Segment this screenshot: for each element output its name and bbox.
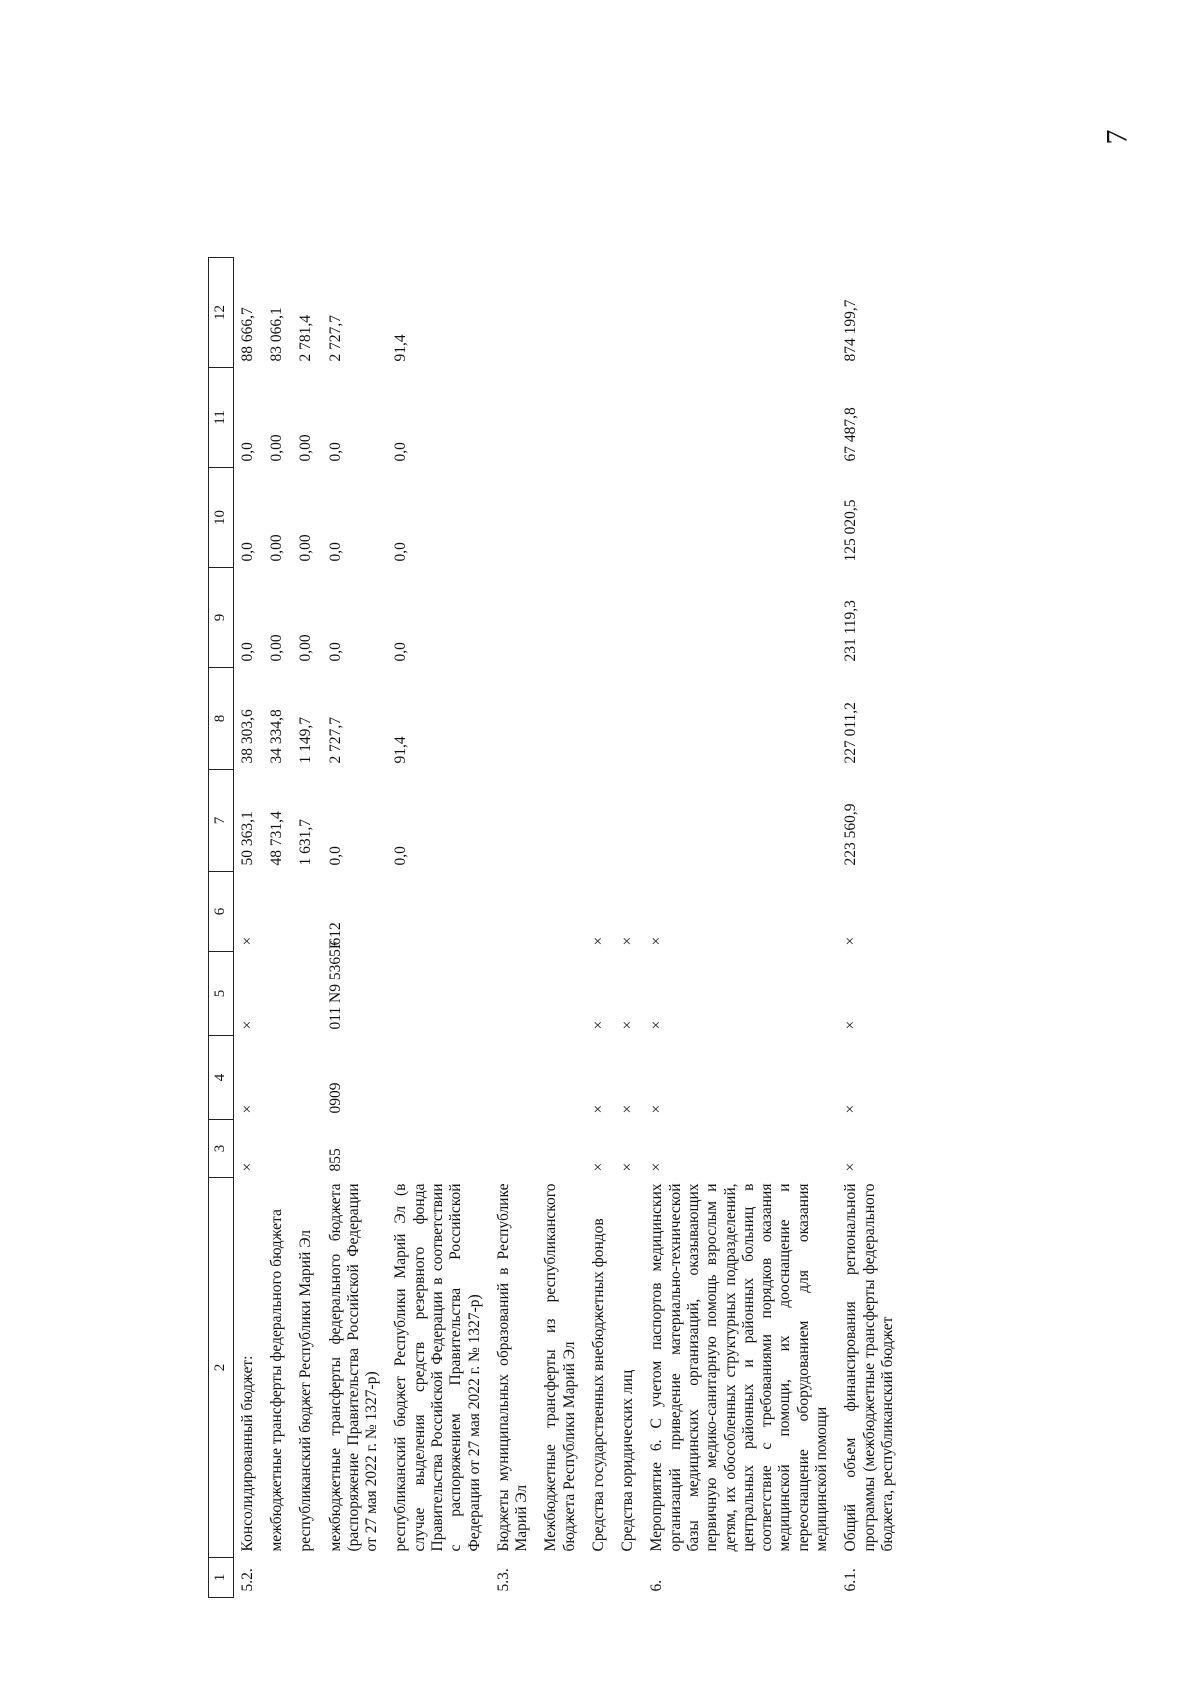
row-spacer — [233, 118, 263, 258]
row-description: Консолидированный бюджет: — [238, 1355, 256, 1552]
table-row — [614, 118, 643, 1598]
col-9-value — [585, 568, 614, 668]
col-4-value — [292, 1036, 321, 1120]
row-spacer — [292, 118, 321, 258]
rotated-table-sheet — [208, 118, 1078, 1598]
col-5-value: × — [648, 1020, 666, 1030]
col-12-value: 874 199,7 — [842, 299, 860, 362]
col-12-value — [585, 258, 614, 368]
col-12-value — [537, 258, 585, 368]
row-index: 5.2. — [238, 1568, 256, 1592]
row-spacer — [614, 118, 643, 258]
col-5-value — [537, 952, 585, 1036]
col-8-value: 227 011,2 — [842, 702, 860, 764]
table-header-row — [209, 118, 234, 1598]
column-header: 3 — [209, 1120, 234, 1178]
col-11-value — [614, 368, 643, 468]
col-9-value: 0,00 — [297, 634, 315, 662]
col-7-value: 0,0 — [392, 846, 410, 866]
col-12-value: 88 666,7 — [238, 307, 256, 362]
col-4-value — [387, 1036, 489, 1120]
col-5-value: × — [589, 1020, 607, 1030]
row-index — [585, 1558, 614, 1598]
col-10-value — [614, 468, 643, 568]
table-row — [643, 118, 837, 1598]
col-6-value: × — [589, 936, 607, 946]
col-9-value — [490, 568, 538, 668]
row-description: Бюджеты муниципальных образований в Республике Марий Эл — [494, 1183, 531, 1552]
col-11-value: 67 487,8 — [842, 407, 860, 462]
table-row — [322, 118, 388, 1598]
row-description: Общий объем финансирования региональной программы (межбюджетные трансферты федерального бюджета, республиканский бюджет — [842, 1183, 896, 1552]
col-8-value: 38 303,6 — [238, 709, 256, 764]
col-6-value — [292, 872, 321, 952]
col-8-value: 34 334,8 — [267, 709, 285, 764]
col-6-value — [263, 872, 292, 952]
row-description: межбюджетные трансферты федерального бюджета (распоряжение Правительства Российской Федерации от 27 мая 2022 г. № 1327-р) — [326, 1183, 381, 1552]
col-3-value — [387, 1120, 489, 1178]
col-8-value — [537, 668, 585, 770]
col-4-value — [537, 1036, 585, 1120]
col-3-value: × — [238, 1162, 256, 1172]
column-header: 11 — [209, 368, 234, 468]
row-spacer — [837, 118, 903, 258]
row-description: межбюджетные трансферты федерального бюджета — [267, 1209, 285, 1552]
col-4-value: × — [619, 1104, 637, 1114]
col-8-value: 2 727,7 — [326, 717, 344, 764]
column-header: 9 — [209, 568, 234, 668]
row-index: 5.3. — [494, 1568, 512, 1592]
col-12-value — [614, 258, 643, 368]
col-12-value: 2 781,4 — [297, 315, 315, 362]
column-header: 2 — [209, 1178, 234, 1558]
col-9-value: 0,00 — [267, 634, 285, 662]
column-header: 10 — [209, 468, 234, 568]
col-3-value — [292, 1120, 321, 1178]
row-description: Мероприятие 6. С учетом паспортов медицинских организаций приведение материально-технической базы медицинских организаций, оказывающих первичную медико-санитарную помощь взрослым и детям, их обособленных структурных подразделений, центральных районных и районных больниц в соответствие с требованиями порядков оказания медицинской помощи, их дооснащение и переоснащение оборудованием для оказания медицинской помощи — [648, 1183, 830, 1552]
col-3-value — [263, 1120, 292, 1178]
col-5-value: 011 N9 5365F — [326, 940, 344, 1030]
col-11-value: 0,00 — [267, 434, 285, 462]
col-6-value: × — [238, 936, 256, 946]
row-description: республиканский бюджет Республики Марий Эл — [297, 1230, 315, 1552]
col-6-value — [490, 872, 538, 952]
row-description: Средства юридических лиц — [619, 1369, 637, 1552]
row-index — [537, 1558, 585, 1598]
row-description: Межбюджетные трансферты из республиканского бюджета Республики Марий Эл — [542, 1183, 578, 1552]
col-3-value — [490, 1120, 538, 1178]
col-4-value: × — [648, 1104, 666, 1114]
table-row — [490, 118, 538, 1598]
row-spacer — [322, 118, 388, 258]
col-7-value — [614, 770, 643, 872]
col-6-value: × — [842, 936, 860, 946]
row-index — [322, 1558, 388, 1598]
col-4-value: × — [842, 1104, 860, 1114]
col-10-value: 0,0 — [392, 542, 410, 562]
col-9-value: 231 119,3 — [842, 600, 860, 662]
col-9-value — [643, 568, 837, 668]
col-10-value: 0,0 — [238, 542, 256, 562]
row-index: 6.1. — [842, 1568, 860, 1592]
col-6-value: 612 — [326, 922, 344, 946]
col-8-value: 91,4 — [392, 736, 410, 764]
col-12-value: 2 727,7 — [326, 315, 344, 362]
row-spacer — [537, 118, 585, 258]
col-12-value: 83 066,1 — [267, 307, 285, 362]
col-5-value — [263, 952, 292, 1036]
col-8-value — [490, 668, 538, 770]
col-10-value — [585, 468, 614, 568]
table-row — [537, 118, 585, 1598]
column-header: 1 — [209, 1558, 234, 1598]
col-12-value: 91,4 — [392, 334, 410, 362]
row-spacer — [643, 118, 837, 258]
col-6-value: × — [619, 936, 637, 946]
column-header: 6 — [209, 872, 234, 952]
col-9-value — [614, 568, 643, 668]
table-row — [263, 118, 292, 1598]
col-7-value: 223 560,9 — [842, 803, 860, 866]
col-10-value: 0,0 — [326, 542, 344, 562]
col-4-value: 0909 — [326, 1082, 344, 1114]
row-description: Средства государственных внебюджетных фондов — [589, 1218, 607, 1552]
col-10-value: 0,00 — [267, 534, 285, 562]
col-4-value: × — [589, 1104, 607, 1114]
col-11-value — [537, 368, 585, 468]
budget-table — [208, 118, 903, 1599]
table-row — [837, 118, 903, 1598]
col-7-value — [537, 770, 585, 872]
col-3-value: × — [619, 1162, 637, 1172]
col-12-value — [643, 258, 837, 368]
table-row — [292, 118, 321, 1598]
col-3-value — [537, 1120, 585, 1178]
col-7-value — [585, 770, 614, 872]
column-header-spacer — [209, 118, 234, 258]
col-9-value: 0,0 — [238, 642, 256, 662]
col-4-value — [490, 1036, 538, 1120]
row-index — [292, 1558, 321, 1598]
row-spacer — [263, 118, 292, 258]
col-5-value — [387, 952, 489, 1036]
col-7-value: 0,0 — [326, 846, 344, 866]
col-7-value — [643, 770, 837, 872]
table-row — [233, 118, 263, 1598]
col-4-value — [263, 1036, 292, 1120]
col-7-value: 1 631,7 — [297, 819, 315, 866]
col-11-value: 0,00 — [297, 434, 315, 462]
col-10-value — [643, 468, 837, 568]
col-10-value — [537, 468, 585, 568]
row-spacer — [490, 118, 538, 258]
column-header: 8 — [209, 668, 234, 770]
col-10-value: 0,00 — [297, 534, 315, 562]
col-3-value: 855 — [326, 1148, 344, 1172]
col-5-value: × — [619, 1020, 637, 1030]
table-row — [585, 118, 614, 1598]
column-header: 4 — [209, 1036, 234, 1120]
col-10-value — [490, 468, 538, 568]
col-5-value: × — [842, 1020, 860, 1030]
col-7-value — [490, 770, 538, 872]
col-6-value — [387, 872, 489, 952]
col-7-value: 48 731,4 — [267, 811, 285, 866]
col-4-value: × — [238, 1104, 256, 1114]
col-8-value — [614, 668, 643, 770]
col-9-value: 0,0 — [392, 642, 410, 662]
col-8-value — [643, 668, 837, 770]
col-11-value: 0,0 — [238, 442, 256, 462]
col-3-value: × — [589, 1162, 607, 1172]
col-5-value — [490, 952, 538, 1036]
row-index: 6. — [648, 1579, 666, 1592]
column-header: 12 — [209, 258, 234, 368]
table-row — [387, 118, 489, 1598]
col-11-value: 0,0 — [392, 442, 410, 462]
col-12-value — [490, 258, 538, 368]
col-11-value — [643, 368, 837, 468]
col-3-value: × — [842, 1162, 860, 1172]
col-5-value — [292, 952, 321, 1036]
col-7-value: 50 363,1 — [238, 811, 256, 866]
page-number: 7 — [1100, 129, 1134, 145]
row-description: республиканский бюджет Республики Марий Эл (в случае выделения средств резервного фонда Правительства Российской Федерации в соответствии с распоряжением Правительства Российской Федерации от 27 мая 2022 г. № 1327-р) — [392, 1183, 483, 1552]
col-9-value: 0,0 — [326, 642, 344, 662]
col-8-value: 1 149,7 — [297, 717, 315, 764]
col-6-value: × — [648, 936, 666, 946]
col-11-value: 0,0 — [326, 442, 344, 462]
row-index — [387, 1558, 489, 1598]
row-spacer — [585, 118, 614, 258]
col-11-value — [490, 368, 538, 468]
row-index — [614, 1558, 643, 1598]
column-header: 5 — [209, 952, 234, 1036]
col-3-value: × — [648, 1162, 666, 1172]
col-6-value — [537, 872, 585, 952]
col-5-value: × — [238, 1020, 256, 1030]
col-11-value — [585, 368, 614, 468]
col-9-value — [537, 568, 585, 668]
row-index — [263, 1558, 292, 1598]
col-8-value — [585, 668, 614, 770]
column-header: 7 — [209, 770, 234, 872]
row-spacer — [387, 118, 489, 258]
col-10-value: 125 020,5 — [842, 499, 860, 562]
